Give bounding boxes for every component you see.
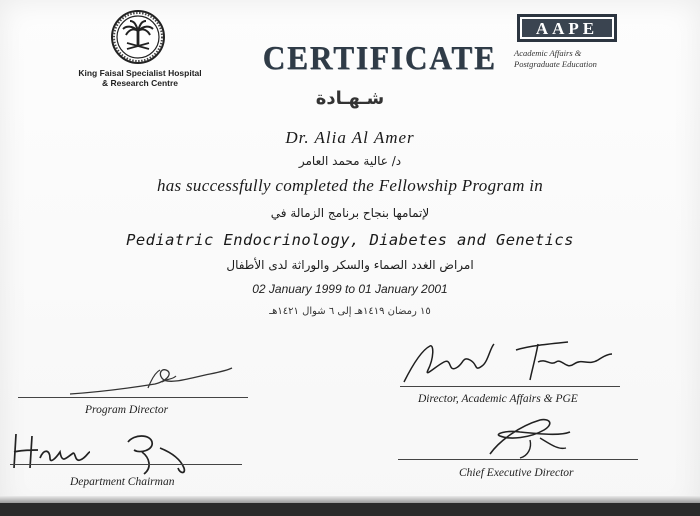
department-chairman-signature (10, 428, 190, 476)
institution-name-line2: & Research Centre (101, 78, 179, 88)
department-chairman-line (10, 464, 242, 465)
recipient-name-arabic: د/ عالية محمد العامر (298, 154, 402, 168)
completion-statement-arabic: لإتمامها بنجاح برنامج الزمالة في (270, 206, 430, 220)
department-chairman-label: Department Chairman (70, 476, 175, 488)
page-bottom-edge (0, 503, 700, 516)
recipient-name: Dr. Alia Al Amer (285, 128, 415, 147)
ceo-line (398, 459, 638, 460)
academic-director-line (400, 386, 620, 387)
program-dates-arabic: ١٥ رمضان ١٤١٩هـ إلى ٦ شوال ١٤٢١هـ (269, 306, 431, 317)
program-director-label: Program Director (85, 404, 169, 416)
aape-subtitle (514, 48, 634, 70)
program-dates: 02 January 1999 to 01 January 2001 (252, 282, 448, 296)
aape-logo-text: AAPE (535, 19, 599, 38)
certificate-title: CERTIFICATE (262, 40, 497, 77)
certificate-title-arabic: شـهـادة (315, 88, 385, 109)
institution-name-line1: King Faisal Specialist Hospital (78, 68, 202, 78)
aape-subtitle-line2: Postgraduate Education (514, 59, 597, 69)
program-name: Pediatric Endocrinology, Diabetes and Genetics (126, 231, 574, 249)
program-name-arabic: امراض الغدد الصماء والسكر والوراثة لدى الأطفال (226, 258, 474, 272)
completion-statement: has successfully completed the Fellowship Program in (156, 176, 544, 195)
ceo-label: Chief Executive Director (459, 467, 574, 479)
academic-director-signature (398, 336, 618, 390)
aape-logo (517, 14, 617, 42)
kfsh-logo (110, 9, 166, 65)
page-bottom-shadow (0, 496, 700, 503)
program-director-signature (60, 358, 240, 400)
institution-name (60, 68, 220, 88)
academic-director-label: Director, Academic Affairs & PGE (418, 393, 578, 405)
aape-subtitle-line1: Academic Affairs & (514, 48, 582, 58)
program-director-line (18, 397, 248, 398)
ceo-signature (470, 410, 590, 462)
